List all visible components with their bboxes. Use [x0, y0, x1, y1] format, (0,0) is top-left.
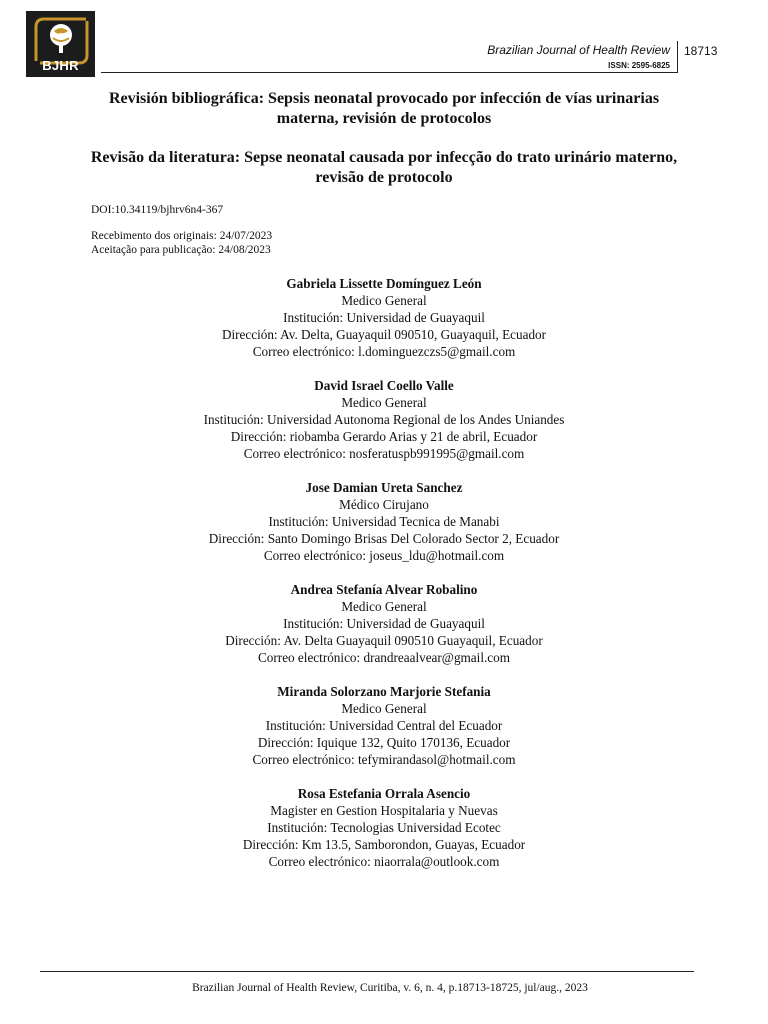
author-block	[84, 581, 684, 666]
author-institution: Institución: Universidad Tecnica de Manabi	[268, 514, 500, 529]
logo-text: BJHR	[42, 58, 79, 73]
author-block	[84, 785, 684, 870]
accepted-date: Aceitação para publicação: 24/08/2023	[91, 244, 271, 256]
header-divider-vertical	[677, 41, 678, 72]
footer-divider	[40, 971, 694, 972]
author-list	[84, 275, 684, 887]
issn: ISSN: 2595-6825	[608, 61, 670, 70]
author-name: David Israel Coello Valle	[314, 378, 454, 393]
journal-logo	[26, 11, 95, 77]
author-block	[84, 275, 684, 360]
title-portuguese: Revisão da literatura: Sepse neonatal causada por infecção do trato urinário materno, revisão de protocolo	[90, 149, 678, 186]
author-institution: Institución: Tecnologias Universidad Ecotec	[267, 820, 501, 835]
doi: DOI:10.34119/bjhrv6n4-367	[91, 204, 224, 216]
author-role: Medico General	[341, 293, 427, 308]
author-email: Correo electrónico: niaorrala@outlook.com	[268, 854, 500, 869]
author-role: Médico Cirujano	[339, 497, 429, 512]
author-address: Dirección: Santo Domingo Brisas Del Colorado Sector 2, Ecuador	[208, 531, 560, 546]
author-role: Medico General	[341, 395, 427, 410]
journal-name: Brazilian Journal of Health Review	[487, 43, 670, 57]
author-name: Jose Damian Ureta Sanchez	[305, 480, 463, 495]
header-divider	[101, 72, 678, 73]
author-institution: Institución: Universidad de Guayaquil	[283, 310, 485, 325]
author-email: Correo electrónico: drandreaalvear@gmail.com	[258, 650, 510, 665]
author-block	[84, 683, 684, 768]
author-name: Andrea Stefanía Alvear Robalino	[290, 582, 478, 597]
footer-citation: Brazilian Journal of Health Review, Curitiba, v. 6, n. 4, p.18713-18725, jul/aug., 2023	[192, 982, 588, 994]
author-address: Dirección: Km 13.5, Samborondon, Guayas, Ecuador	[242, 837, 526, 852]
author-address: Dirección: Av. Delta Guayaquil 090510 Guayaquil, Ecuador	[225, 633, 543, 648]
author-email: Correo electrónico: l.dominguezczs5@gmail.com	[252, 344, 516, 359]
author-name: Gabriela Lissette Domínguez León	[286, 276, 482, 291]
author-institution: Institución: Universidad Autonoma Regional de los Andes Uniandes	[203, 412, 565, 427]
received-date: Recebimento dos originais: 24/07/2023	[91, 230, 273, 242]
author-address: Dirección: Av. Delta, Guayaquil 090510, Guayaquil, Ecuador	[221, 327, 547, 342]
author-block	[84, 479, 684, 564]
author-address: Dirección: Iquique 132, Quito 170136, Ecuador	[257, 735, 511, 750]
author-name: Miranda Solorzano Marjorie Stefania	[277, 684, 491, 699]
author-role: Medico General	[341, 599, 427, 614]
author-institution: Institución: Universidad de Guayaquil	[283, 616, 485, 631]
author-block	[84, 377, 684, 462]
author-address: Dirección: riobamba Gerardo Arias y 21 de abril, Ecuador	[230, 429, 538, 444]
author-institution: Institución: Universidad Central del Ecuador	[265, 718, 503, 733]
author-role: Magister en Gestion Hospitalaria y Nuevas	[270, 803, 498, 818]
author-email: Correo electrónico: tefymirandasol@hotmail.com	[252, 752, 516, 767]
page-number: 18713	[684, 44, 718, 58]
author-role: Medico General	[341, 701, 427, 716]
author-email: Correo electrónico: joseus_ldu@hotmail.com	[263, 548, 505, 563]
title-spanish: Revisión bibliográfica: Sepsis neonatal provocado por infección de vías urinarias materna, revisión de protocolos	[108, 90, 660, 127]
author-name: Rosa Estefania Orrala Asencio	[297, 786, 471, 801]
author-email: Correo electrónico: nosferatuspb991995@gmail.com	[243, 446, 525, 461]
